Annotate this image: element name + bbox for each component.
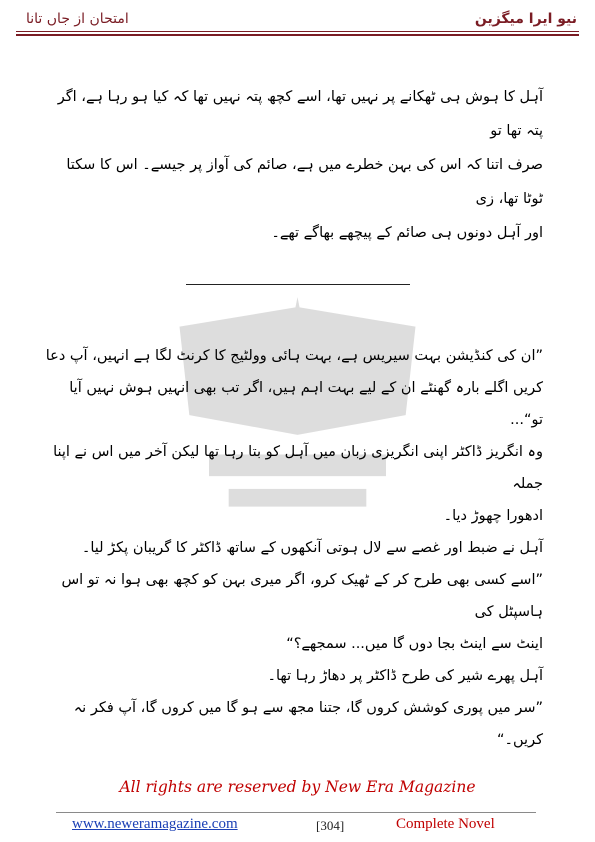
magazine-name-header: نیو ایرا میگزین: [474, 11, 577, 27]
text-line: آہل کا ہوش ہی ٹھکانے پر نہیں تھا، اسے کچھ پتہ نہیں تھا کہ کیا ہو رہا ہے، اگر پتہ تھا تو: [57, 89, 543, 139]
text-line: اینٹ سے اینٹ بجا دوں گا میں... سمجھے؟“: [286, 636, 543, 652]
text-line: اور آہل دونوں ہی صائم کے پیچھے بھاگے تھے۔: [271, 225, 543, 241]
paragraph-1: [43, 80, 543, 250]
header-rule-thick: [16, 34, 579, 36]
page-number: [304]: [316, 818, 345, 833]
text-line: ”سر میں پوری کوشش کروں گا، جتنا مجھ سے ہو گا میں کروں گا، آپ فکر نہ کریں۔“: [73, 700, 543, 748]
footer-rule: [56, 812, 536, 813]
category-label: Complete Novel: [396, 816, 495, 832]
text-line: آہل نے ضبط اور غصے سے لال ہوتی آنکھوں کے ساتھ ڈاکٹر کا گریبان پکڑ لیا۔: [81, 540, 543, 556]
copyright-notice: All rights are reserved by New Era Magazine: [119, 778, 476, 796]
text-line: ”اسے کسی بھی طرح کر کے ٹھیک کرو، اگر میری بہن کو کچھ بھی ہوا نہ تو اس ہاسپٹل کی: [61, 572, 543, 620]
text-line: ادھورا چھوڑ دیا۔: [443, 508, 543, 524]
section-divider: [186, 284, 410, 285]
novel-title-header: امتحان از جاں تانا: [26, 11, 129, 27]
header-rule: [16, 31, 579, 32]
text-line: کریں اگلے بارہ گھنٹے ان کے لیے بہت اہم ہیں، اگر تب بھی انہیں ہوش نہیں آیا تو“...: [69, 380, 543, 428]
paragraph-2: [43, 340, 543, 756]
text-line: صرف اتنا کہ اس کی بہن خطرے میں ہے، صائم کی آواز پر جیسے۔ اس کا سکتا ٹوٹا تھا، زی: [66, 157, 543, 207]
text-line: وہ انگریز ڈاکٹر اپنی انگریزی زبان میں آہل کو بتا رہا تھا لیکن آخر میں اس نے اپنا جملہ: [53, 444, 543, 492]
text-line: ”ان کی کنڈیشن بہت سیریس ہے، بہت ہائی وولٹیج کا کرنٹ لگا ہے انہیں، آپ دعا: [45, 348, 543, 364]
website-link[interactable]: www.neweramagazine.com: [72, 816, 238, 832]
text-line: آہل پھرے شیر کی طرح ڈاکٹر پر دھاڑ رہا تھا۔: [267, 668, 543, 684]
